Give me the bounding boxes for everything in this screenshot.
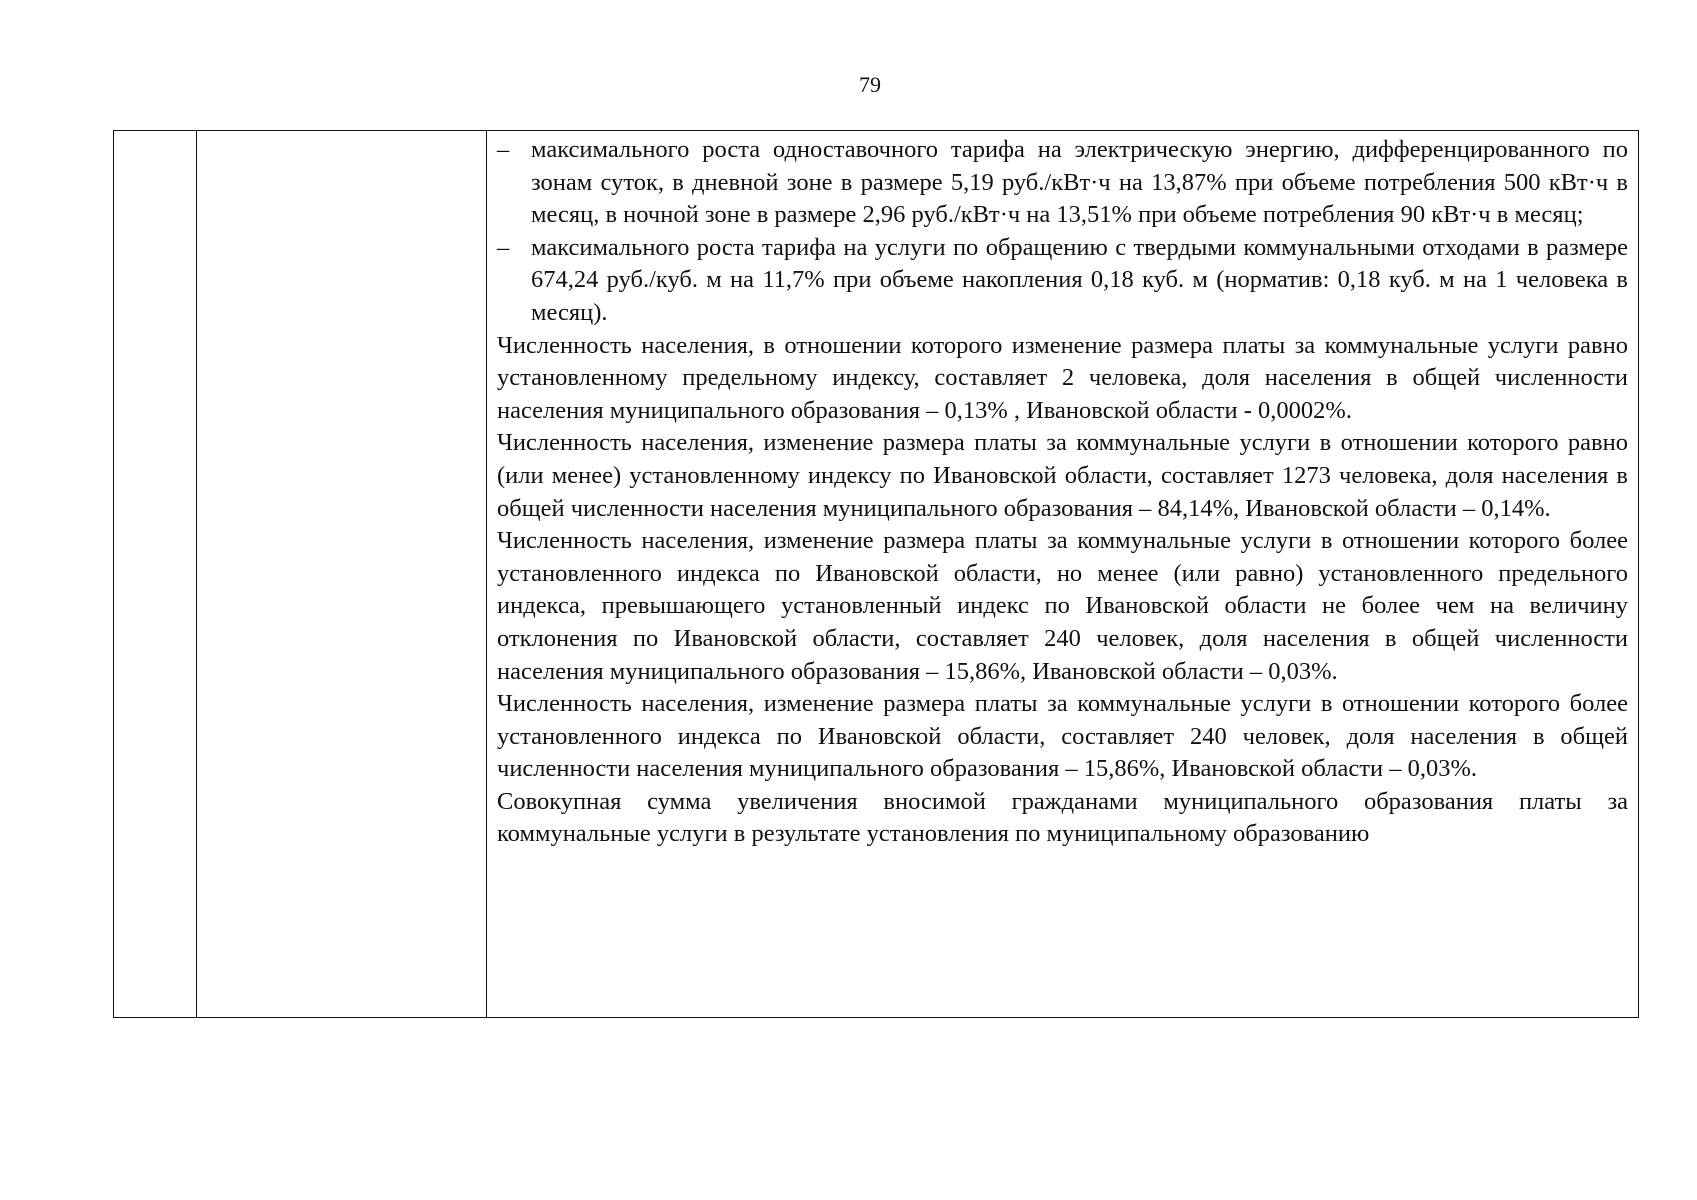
page-number: 79 xyxy=(859,72,881,97)
bullet-text: максимального роста тарифа на услуги по обращению с твердыми коммунальными отходами в размере 674,24 руб./куб. м на 11,7% при объеме накопления 0,18 куб. м (норматив: 0,18 куб. м на 1 человека в месяц). xyxy=(531,233,1628,326)
paragraph: Совокупная сумма увеличения вносимой гражданами муниципального образования платы за коммунальные услуги в результате установления по муниципальному образованию xyxy=(497,787,1628,848)
paragraph: Численность населения, в отношении которого изменение размера платы за коммунальные услуги равно установленному предельному индексу, составляет 2 человека, доля населения в общей численности населения муниципального образования – 0,13% , Ивановской области - 0,0002%. xyxy=(497,331,1628,424)
bullet-item xyxy=(497,232,1628,330)
bullet-dash: – xyxy=(497,136,510,163)
table-cell-content xyxy=(487,131,1638,1017)
table-cell-name xyxy=(197,131,487,1017)
bullet-text: максимального роста одноставочного тарифа на электрическую энергию, дифференцированного по зонам суток, в дневной зоне в размере 5,19 руб./кВт·ч на 13,87% при объеме потребления 500 кВт·ч в месяц, в ночной зоне в размере 2,96 руб./кВт·ч на 13,51% при объеме потребления 90 кВт·ч в месяц; xyxy=(531,136,1628,229)
bullet-dash: – xyxy=(497,233,510,261)
document-table xyxy=(113,130,1639,1018)
paragraph: Численность населения, изменение размера платы за коммунальные услуги в отношении которого более установленного индекса по Ивановской области, составляет 240 человек, доля населения в общей численности населения муниципального образования – 15,86%, Ивановской области – 0,03%. xyxy=(497,690,1628,783)
paragraph: Численность населения, изменение размера платы за коммунальные услуги в отношении которого более установленного индекса по Ивановской области, но менее (или равно) установленного предельного индекса, превышающего установленный индекс по Ивановской области не более чем на величину отклонения по Ивановской области, составляет 240 человек, доля населения в общей численности населения муниципального образования – 15,86%, Ивановской области – 0,03%. xyxy=(497,527,1628,685)
paragraph: Численность населения, изменение размера платы за коммунальные услуги в отношении которого равно (или менее) установленному индексу по Ивановской области, составляет 1273 человека, доля населения в общей численности населения муниципального образования – 84,14%, Ивановской области – 0,14%. xyxy=(497,429,1628,522)
table-cell-number xyxy=(114,131,197,1017)
bullet-item xyxy=(497,134,1628,232)
